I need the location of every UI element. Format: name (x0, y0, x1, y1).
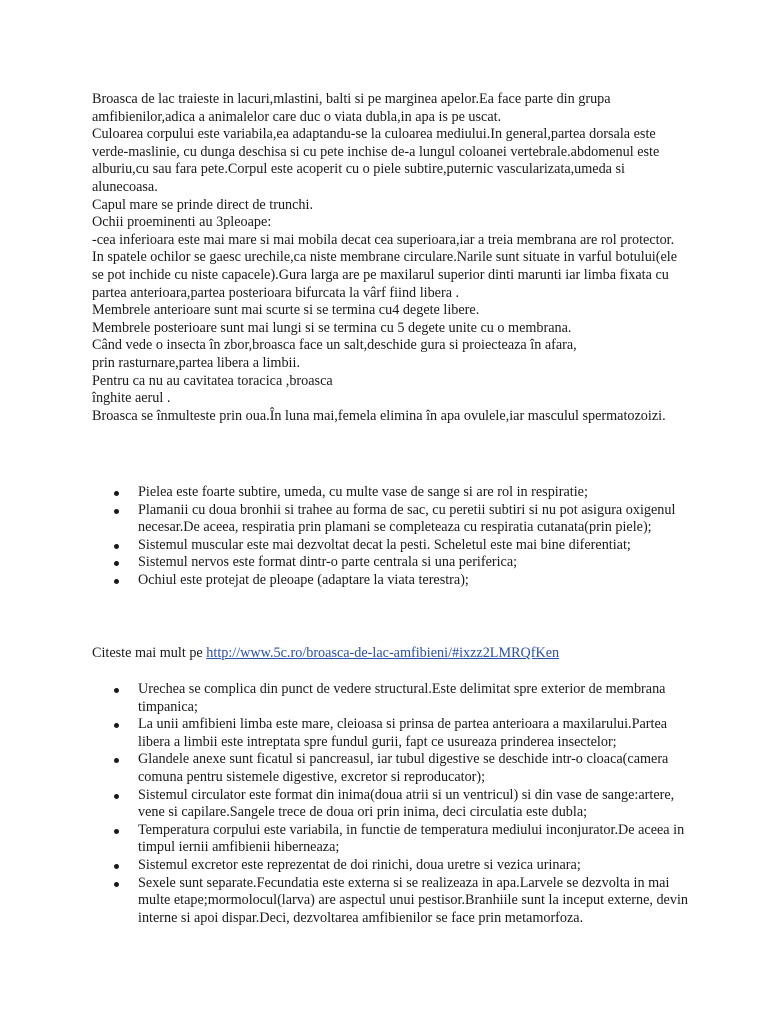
bullet-icon (114, 561, 119, 566)
list-item (92, 751, 692, 786)
list-item (92, 787, 692, 822)
intro-paragraph: Membrele anterioare sunt mai scurte si se termina cu4 degete libere. (92, 302, 480, 319)
list-item-text: Glandele anexe sunt ficatul si pancreasul, iar tubul digestive se deschide intr-o cloaca(camera comuna pentru sistemele digestive, excretor si reproducator); (138, 751, 669, 785)
list-item-text: Sistemul nervos este format dintr-o parte centrala si una periferica; (138, 554, 518, 571)
bullet-icon (114, 544, 119, 549)
intro-paragraph: Capul mare se prinde direct de trunchi. (92, 196, 314, 213)
source-link[interactable]: http://www.5c.ro/broasca-de-lac-amfibieni/#ixzz2LMRQfKen (206, 645, 560, 661)
intro-paragraph: Broasca de lac traieste in lacuri,mlastini, balti si pe marginea apelor.Ea face parte din grupa amfibienilor,adica a animalelor care duc o viata dubla,in apa is pe uscat. (92, 91, 611, 125)
list-item (92, 572, 692, 590)
intro-paragraph: Broasca se înmulteste prin oua.În luna mai,femela elimina în apa ovulele,iar masculul spermatozoizi. (92, 407, 666, 424)
bullet-list-anatomy (92, 681, 692, 927)
bullet-icon (114, 758, 119, 763)
list-item (92, 537, 692, 555)
list-item-text: Sistemul circulator este format din inima(doua atrii si un ventricul) si din vase de sange:artere, vene si capilare.Sangele trece de doua ori prin inima, deci circulatia este dubla; (138, 786, 675, 821)
list-item-text: Sistemul excretor este reprezentat de doi rinichi, doua uretre si vezica urinara; (138, 856, 581, 873)
list-item (92, 681, 692, 716)
list-item-text: Urechea se complica din punct de vedere structural.Este delimitat spre exterior de membrana timpanica; (138, 681, 666, 715)
intro-paragraph: -cea inferioara este mai mare si mai mobila decat cea superioara,iar a treia membrana are rol protector. (92, 231, 675, 248)
intro-paragraph: Ochii proeminenti au 3pleoape: (92, 214, 272, 231)
source-line (92, 645, 692, 663)
intro-text (92, 91, 692, 425)
intro-paragraph: Culoarea corpului este variabila,ea adaptandu-se la culoarea mediului.In general,partea dorsala este verde-maslinie, cu dunga deschisa si cu pete inchise de-a lungul coloanei vertebrale.abdomenul este alburiu,cu sau fara pete.Corpul este acoperit cu o piele subtire,puternic vascularizata,umeda si alunecoasa. (92, 126, 660, 195)
list-item (92, 484, 692, 502)
intro-paragraph: In spatele ochilor se gaesc urechile,ca niste membrane circulare.Narile sunt situate in varful botului(ele se pot inchide cu niste capacele).Gura larga are pe maxilarul superior dinti marunti iar limba fixata cu partea anterioara,partea posterioara bifurcata la vârf fiind libera . (92, 249, 677, 301)
intro-paragraph: Membrele posterioare sunt mai lungi si se termina cu 5 degete unite cu o membrana. (92, 319, 572, 336)
list-item-text: Temperatura corpului este variabila, in functie de temperatura mediului inconjurator.De aceea in timpul iernii amfibienii hiberneaza; (138, 821, 685, 856)
list-item-text: Plamanii cu doua bronhii si trahee au forma de sac, cu peretii subtiri si nu pot asigura oxigenul necesar.De aceea, respiratia prin plamani se completeaza cu respiratia cutanata(prin piele); (138, 501, 676, 536)
list-item-text: La unii amfibieni limba este mare, cleioasa si prinsa de partea anterioara a maxilarului.Partea libera a limbii este intreptata spre fundul gurii, fapt ce usureaza prinderea insectelor; (138, 716, 668, 750)
list-item (92, 554, 692, 572)
list-item-text: Sistemul muscular este mai dezvoltat decat la pesti. Scheletul este mai bine diferentiat; (138, 536, 631, 553)
bullet-icon (114, 723, 119, 728)
bullet-icon (114, 794, 119, 799)
bullet-icon (114, 688, 119, 693)
bullet-icon (114, 882, 119, 887)
list-item-text: Sexele sunt separate.Fecundatia este externa si se realizeaza in apa.Larvele se dezvolta in mai multe etape;mormolocul(larva) are aspectul unui pestisor.Branhiile sunt la inceput externe, devin interne si apoi dispar.Deci, dezvoltarea amfibienilor se face prin metamorfoza. (138, 874, 688, 926)
list-item (92, 875, 692, 928)
list-item (92, 822, 692, 857)
bullet-icon (114, 579, 119, 584)
list-item (92, 502, 692, 537)
source-prefix: Citeste mai mult pe (92, 645, 207, 661)
bullet-icon (114, 491, 119, 496)
intro-paragraph: Pentru ca nu au cavitatea toracica ,broasca (92, 372, 333, 389)
list-item-text: Ochiul este protejat de pleoape (adaptare la viata terestra); (138, 571, 469, 588)
bullet-icon (114, 829, 119, 834)
bullet-list-characteristics (92, 484, 692, 590)
intro-paragraph: prin rasturnare,partea libera a limbii. (92, 354, 300, 371)
intro-paragraph: înghite aerul . (92, 390, 171, 407)
list-item (92, 716, 692, 751)
list-item (92, 857, 692, 875)
bullet-icon (114, 509, 119, 514)
list-item-text: Pielea este foarte subtire, umeda, cu multe vase de sange si are rol in respiratie; (138, 484, 588, 500)
bullet-icon (114, 864, 119, 869)
intro-paragraph: Când vede o insecta în zbor,broasca face un salt,deschide gura si proiecteaza în afara, (92, 337, 577, 354)
